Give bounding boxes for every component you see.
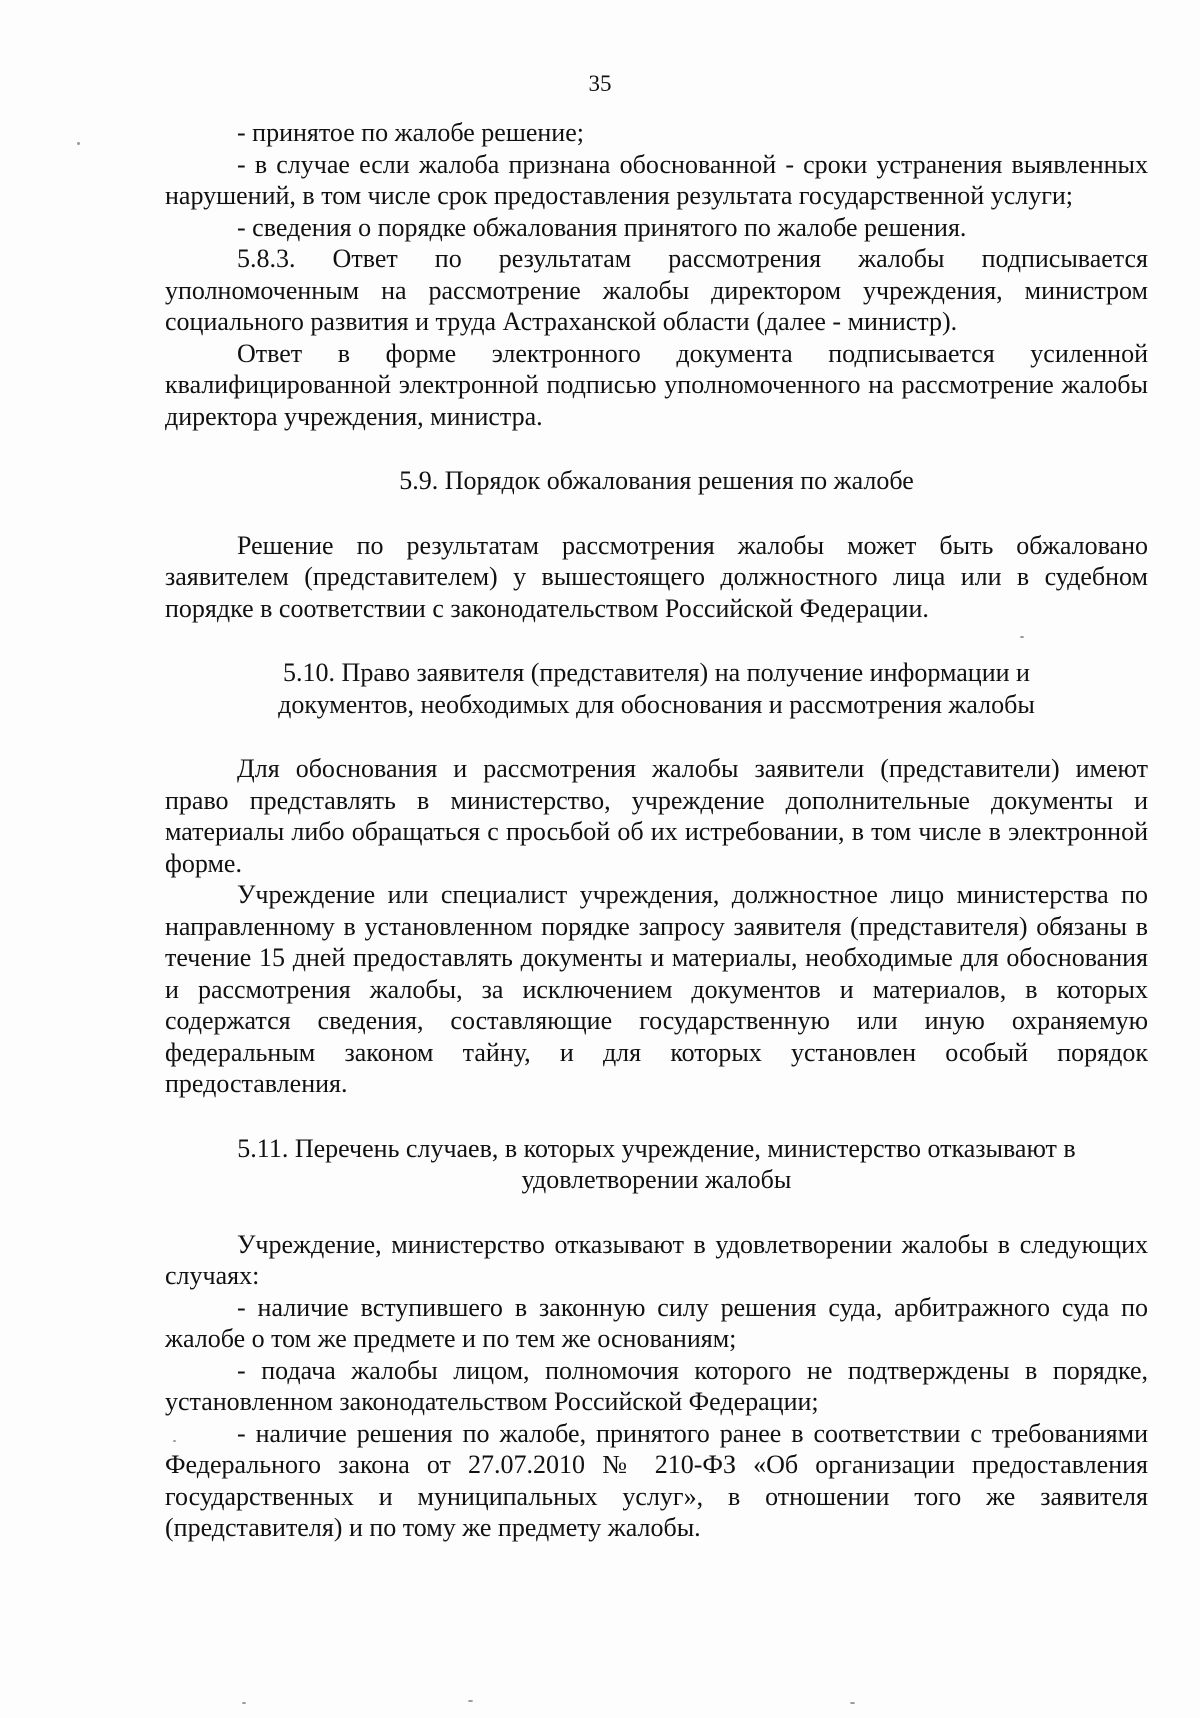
paragraph-decision: - принятое по жалобе решение; — [237, 118, 584, 147]
scan-speck — [242, 1702, 246, 1704]
paragraph-electronic-signature: Ответ в форме электронного документа подписывается усиленной квалифицированной электронной подписью уполномоченного на рассмотрение жалобы директора учреждения, министра. — [165, 338, 1148, 431]
page-number: 35 — [588, 71, 612, 96]
document-body — [165, 117, 1148, 1544]
scan-speck — [77, 142, 80, 145]
list-item-unconfirmed-authority: - подача жалобы лицом, полномочия которого не подтверждены в порядке, установленном законодательством Российской Федерации; — [165, 1355, 1148, 1416]
paragraph-5-10-obligation: Учреждение или специалист учреждения, должностное лицо министерства по направленному в установленном порядке запросу заявителя (представителя) обязаны в течение 15 дней предоставлять документы и материалы, необходимые для обоснования и рассмотрения жалобы, за исключением документов и материалов, в которых содержатся сведения, составляющие государственную или иную охраняемую федеральным законом тайну, и для которых установлен особый порядок предоставления. — [165, 880, 1148, 1098]
scan-speck — [468, 1700, 473, 1702]
list-item-court-decision: - наличие вступившего в законную силу решения суда, арбитражного суда по жалобе о том же предмете и по тем же основаниям; — [165, 1292, 1148, 1353]
list-item-prior-decision: - наличие решения по жалобе, принятого ранее в соответствии с требованиями Федерального закона от 27.07.2010 № 210-ФЗ «Об организации предоставления государственных и муниципальных услуг», в отношении того же заявителя (представителя) и по тому же предмету жалобы. — [165, 1418, 1148, 1542]
section-heading-5-10: 5.10. Право заявителя (представителя) на получение информации и документов, необходимых для обоснования и рассмотрения жалобы — [278, 658, 1035, 719]
paragraph-5-9: Решение по результатам рассмотрения жалобы может быть обжаловано заявителем (представителем) у вышестоящего должностного лица или в судебном порядке в соответствии с законодательством Российской Федерации. — [165, 530, 1148, 623]
section-heading-5-11: 5.11. Перечень случаев, в которых учреждение, министерство отказывают в удовлетворении жалобы — [237, 1133, 1076, 1194]
scan-speck — [1020, 636, 1024, 638]
section-heading-5-9: 5.9. Порядок обжалования решения по жалобе — [399, 466, 914, 495]
paragraph-5-10-rights: Для обоснования и рассмотрения жалобы заявители (представители) имеют право представлять в министерство, учреждение дополнительные документы и материалы либо обращаться с просьбой об их истребовании, в том числе в электронной форме. — [165, 754, 1148, 878]
paragraph-deadlines: - в случае если жалоба признана обоснованной - сроки устранения выявленных нарушений, в том числе срок предоставления результата государственной услуги; — [165, 149, 1148, 210]
paragraph-5-8-3: 5.8.3. Ответ по результатам рассмотрения жалобы подписывается уполномоченным на рассмотрение жалобы директором учреждения, министром социального развития и труда Астраханской области (далее - министр). — [165, 244, 1148, 336]
paragraph-5-11-intro: Учреждение, министерство отказывают в удовлетворении жалобы в следующих случаях: — [165, 1229, 1148, 1290]
scan-speck — [173, 1440, 176, 1442]
paragraph-appeal-info: - сведения о порядке обжалования принятого по жалобе решения. — [237, 212, 967, 242]
scan-speck — [850, 1702, 855, 1704]
